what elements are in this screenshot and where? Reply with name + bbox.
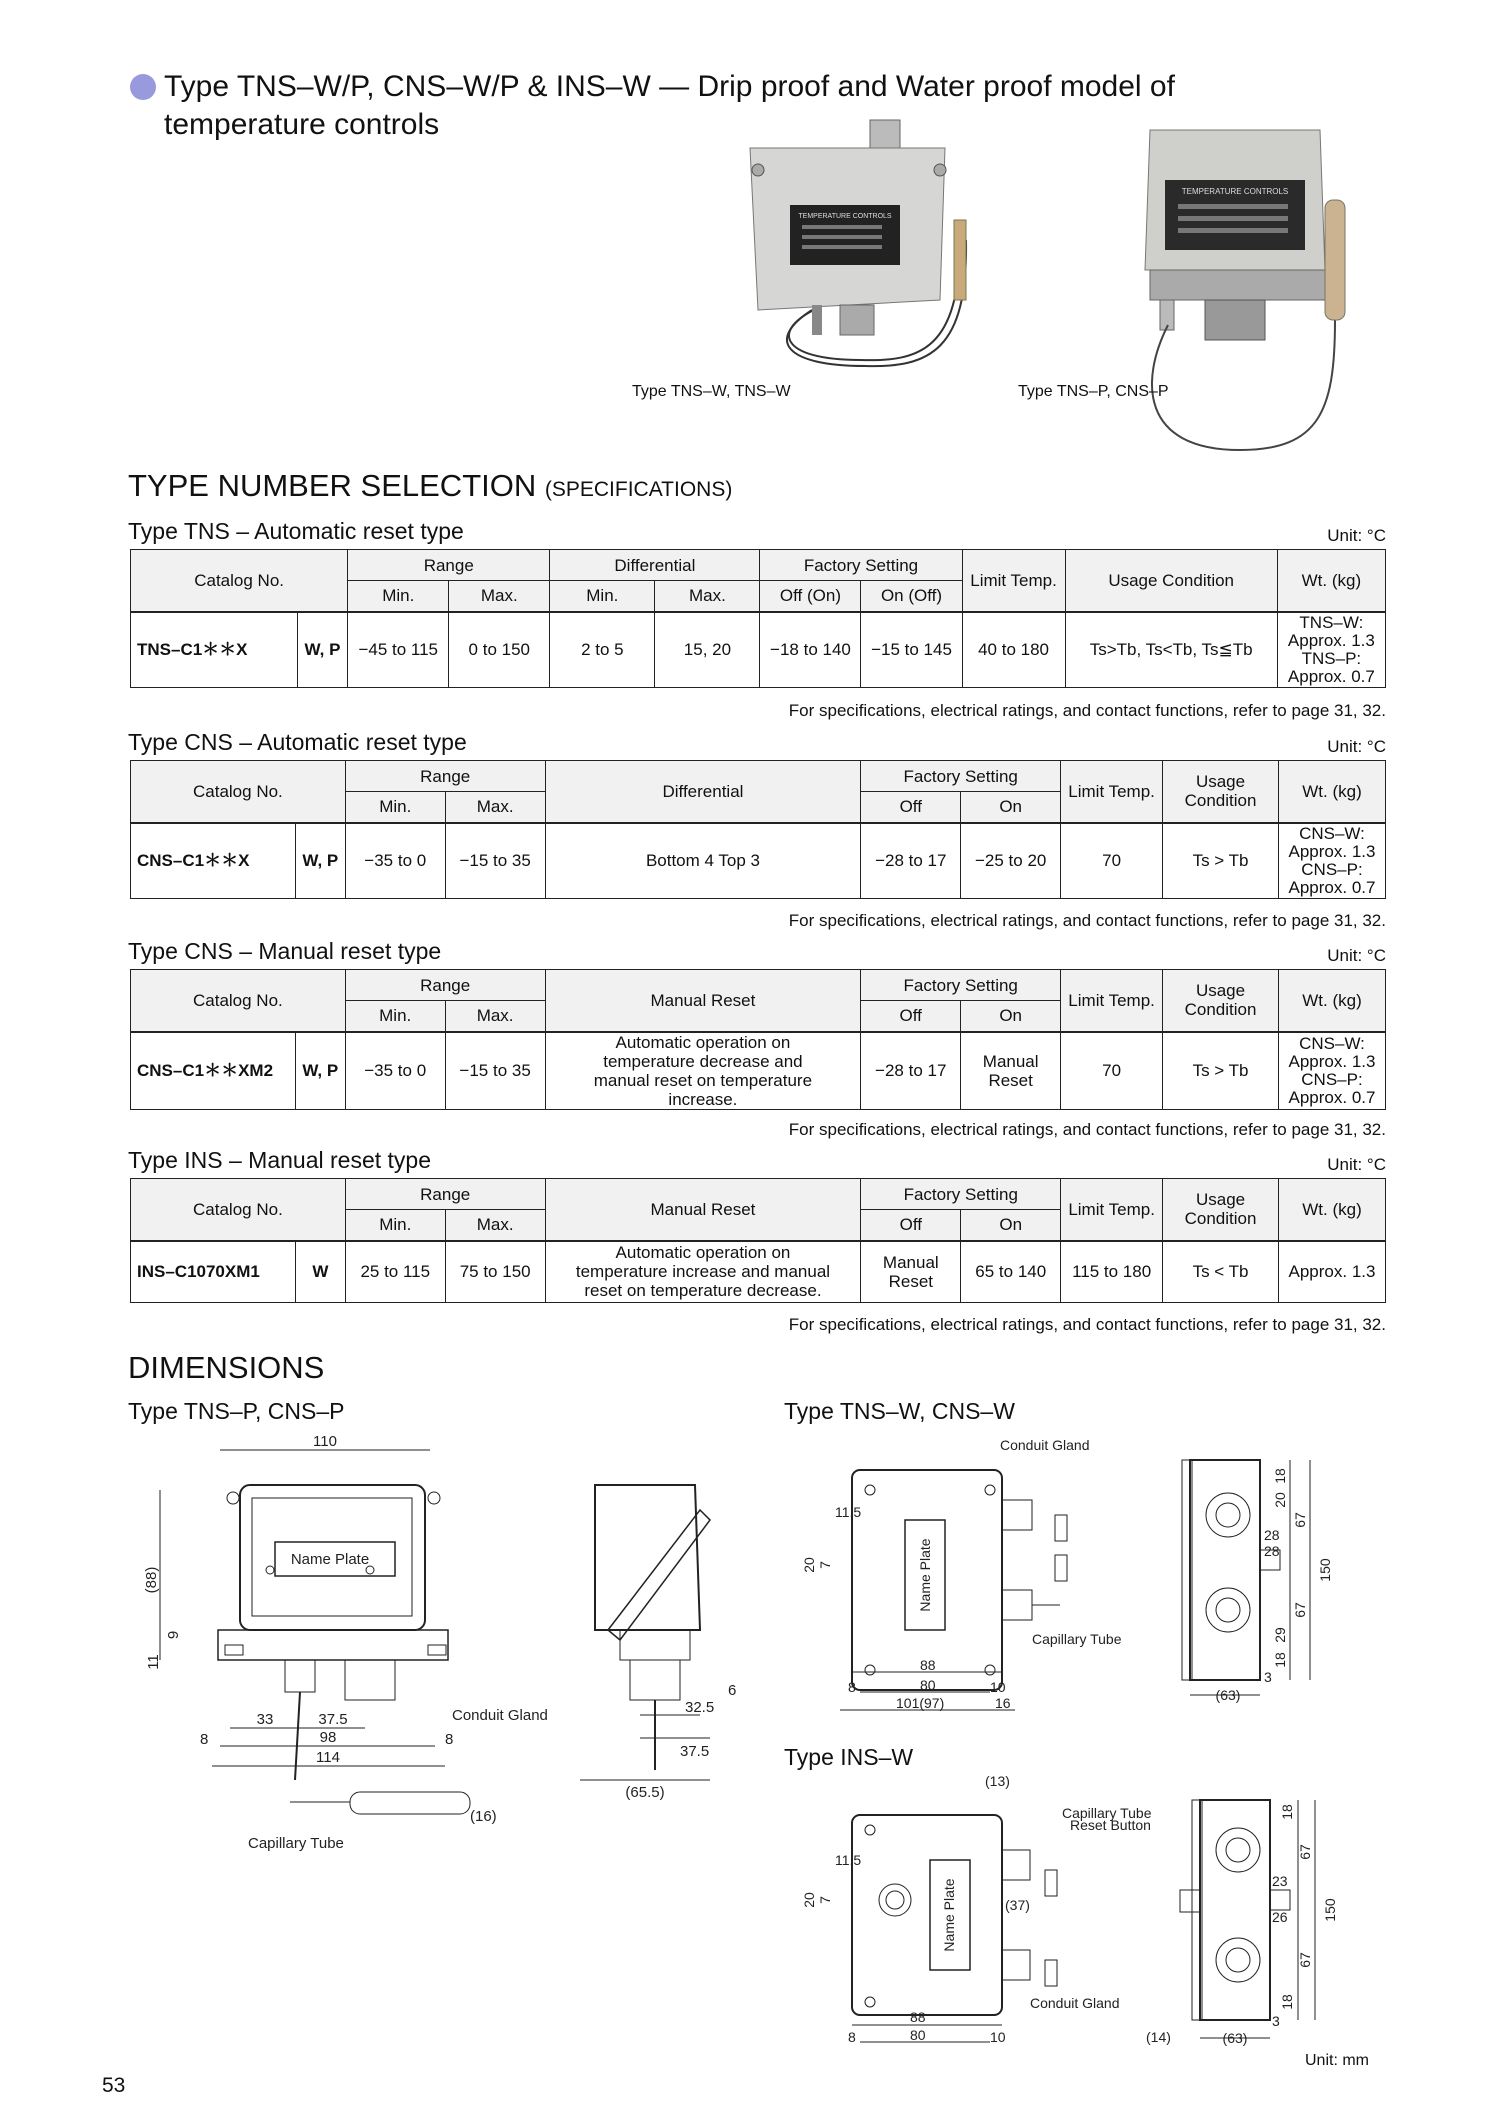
svg-text:67: 67: [1292, 1602, 1308, 1618]
svg-text:20: 20: [801, 1892, 817, 1908]
drawing-tnsp-side: [580, 1480, 750, 1800]
svg-text:(65.5): (65.5): [625, 1784, 665, 1801]
svg-text:8: 8: [445, 1731, 454, 1748]
drawing-tnsw-side: [1180, 1450, 1360, 1710]
svg-text:28: 28: [1264, 1543, 1280, 1559]
svg-text:37.5: 37.5: [680, 1743, 710, 1760]
th-factory-setting: Factory Setting: [760, 550, 962, 581]
svg-text:(13): (13): [985, 1773, 1010, 1789]
bullet-icon: [130, 74, 156, 100]
svg-text:TEMPERATURE CONTROLS: TEMPERATURE CONTROLS: [798, 213, 892, 220]
svg-text:7: 7: [817, 1896, 833, 1904]
svg-text:80: 80: [910, 2027, 926, 2043]
svg-text:37.5: 37.5: [318, 1711, 348, 1728]
svg-text:Name Plate: Name Plate: [941, 1878, 957, 1952]
svg-text:11.5: 11.5: [835, 1852, 862, 1868]
svg-text:Capillary Tube: Capillary Tube: [1062, 1805, 1152, 1821]
page-number: 53: [102, 2074, 126, 2097]
svg-text:29: 29: [1272, 1627, 1288, 1643]
dim-unit: Unit: mm: [1305, 2052, 1369, 2069]
svg-text:3: 3: [1264, 1669, 1272, 1685]
th-usage: Usage Condition: [1065, 550, 1277, 612]
svg-text:10: 10: [990, 1679, 1006, 1695]
svg-text:(88): (88): [143, 1566, 160, 1594]
svg-text:32.5: 32.5: [685, 1699, 715, 1716]
svg-text:Capillary Tube: Capillary Tube: [248, 1835, 344, 1852]
svg-text:Capillary Tube: Capillary Tube: [1032, 1631, 1122, 1647]
cns-auto-table: Catalog No. Range Differential Factory Setting Limit Temp. Usage Condition Wt. (kg) Min. Max. Off On CNS–C1＊＊X W, P −35 to 0 −15 to 35 Bottom 4 Top 3 −28 to 17 −25 to 20 70 Ts > Tb CNS–W: Approx. 1.3 CNS–P: Approx. 0.7: [130, 760, 1386, 899]
page-title: Type TNS–W/P, CNS–W/P & INS–W — Drip proof and Water proof model of temperature controls: [130, 68, 1230, 144]
th-range: Range: [348, 550, 550, 581]
svg-text:20: 20: [1272, 1492, 1288, 1508]
cns-manual-title: Type CNS – Manual reset type: [128, 938, 442, 964]
svg-text:6: 6: [728, 1682, 737, 1699]
svg-text:11.5: 11.5: [835, 1504, 862, 1520]
svg-text:67: 67: [1292, 1512, 1308, 1528]
svg-text:20: 20: [801, 1557, 817, 1573]
table-row: CNS–C1＊＊X W, P −35 to 0 −15 to 35 Bottom 4 Top 3 −28 to 17 −25 to 20 70 Ts > Tb CNS–W: Approx. 1.3 CNS–P: Approx. 0.7: [131, 823, 1386, 899]
svg-text:Reset Button: Reset Button: [1070, 1817, 1151, 1833]
svg-text:(37): (37): [1005, 1897, 1030, 1913]
svg-text:Name Plate: Name Plate: [290, 1551, 370, 1568]
svg-text:26: 26: [1272, 1909, 1288, 1925]
photo-tns-w: [730, 110, 980, 370]
dimensions-heading: DIMENSIONS: [128, 1350, 325, 1385]
dim-tnsw-title: Type TNS–W, CNS–W: [784, 1398, 1015, 1424]
svg-text:(63): (63): [1215, 1687, 1241, 1703]
th-max: Max.: [449, 581, 550, 612]
dim-tnsp-title: Type TNS–P, CNS–P: [128, 1398, 345, 1424]
svg-text:88: 88: [920, 1657, 936, 1673]
th-min: Min.: [348, 581, 449, 612]
th-limit-temp: Limit Temp.: [962, 550, 1065, 612]
th-catalog: Catalog No.: [131, 550, 348, 612]
dim-insw-title: Type INS–W: [784, 1744, 914, 1770]
tns-auto-note: For specifications, electrical ratings, and contact functions, refer to page 31, 32.: [788, 701, 1386, 720]
tns-auto-table: [130, 549, 1386, 688]
th-weight: Wt. (kg): [1277, 550, 1385, 612]
th-diff-max: Max.: [655, 581, 760, 612]
svg-text:(63): (63): [1222, 2030, 1248, 2046]
tns-auto-title: Type TNS – Automatic reset type: [128, 518, 464, 544]
drawing-tnsw-front: [790, 1430, 1160, 1730]
type-code: W, P: [297, 612, 348, 688]
svg-text:Name Plate: Name Plate: [917, 1538, 933, 1612]
ins-manual-table: Catalog No. Range Manual Reset Factory Setting Limit Temp. Usage Condition Wt. (kg) Min. Max. Off On INS–C1070XM1 W 25 to 115 75 to 150 Automatic operation on temperature increase and manual reset on temperature decrease. Manual Reset 65 to 140 115 to 180 Ts < Tb Approx. 1.3: [130, 1178, 1386, 1303]
th-differential: Differential: [550, 550, 760, 581]
cns-auto-note: For specifications, electrical ratings, and contact functions, refer to page 31, 32.: [788, 911, 1386, 930]
svg-text:11: 11: [145, 1654, 162, 1670]
drawing-insw-front: [790, 1770, 1160, 2050]
svg-text:80: 80: [920, 1677, 936, 1693]
cns-manual-unit: Unit: °C: [1327, 946, 1386, 965]
svg-text:3: 3: [1272, 2013, 1280, 2029]
photo-caption-right: Type TNS–P, CNS–P: [1018, 383, 1169, 400]
svg-text:8: 8: [848, 2029, 856, 2045]
svg-text:67: 67: [1297, 1952, 1313, 1968]
svg-text:18: 18: [1272, 1652, 1288, 1668]
cns-auto-title: Type CNS – Automatic reset type: [128, 729, 467, 755]
svg-text:8: 8: [848, 1679, 856, 1695]
svg-text:114: 114: [316, 1749, 340, 1766]
drawing-tnsp-front: [140, 1430, 580, 1860]
svg-text:88: 88: [910, 2009, 926, 2025]
svg-text:16: 16: [995, 1695, 1011, 1711]
cns-manual-table: Catalog No. Range Manual Reset Factory Setting Limit Temp. Usage Condition Wt. (kg) Min. Max. Off On CNS–C1＊＊XM2 W, P −35 to 0 −15 to 35 Automatic operation on temperature decrease and manual reset on temperature increase. −28 to 17 Manual Reset 70 Ts > Tb CNS–W: Approx. 1.3 CNS–P: Approx. 0.7: [130, 969, 1386, 1110]
photo-caption-left: Type TNS–W, TNS–W: [632, 383, 791, 400]
ins-manual-title: Type INS – Manual reset type: [128, 1147, 431, 1173]
svg-text:(16): (16): [470, 1808, 497, 1825]
svg-text:18: 18: [1272, 1468, 1288, 1484]
svg-text:TEMPERATURE CONTROLS: TEMPERATURE CONTROLS: [1181, 187, 1289, 196]
svg-text:33: 33: [256, 1711, 274, 1728]
svg-text:10: 10: [990, 2029, 1006, 2045]
th-diff-min: Min.: [550, 581, 655, 612]
ins-manual-unit: Unit: °C: [1327, 1155, 1386, 1174]
svg-text:7: 7: [817, 1561, 833, 1569]
svg-text:101(97): 101(97): [896, 1695, 945, 1711]
svg-text:150: 150: [1322, 1898, 1338, 1922]
table-row: CNS–C1＊＊XM2 W, P −35 to 0 −15 to 35 Automatic operation on temperature decrease and manual reset on temperature increase. −28 to 17 Manual Reset 70 Ts > Tb CNS–W: Approx. 1.3 CNS–P: Approx. 0.7: [131, 1032, 1386, 1110]
tns-auto-unit: Unit: °C: [1327, 526, 1386, 545]
svg-text:Conduit Gland: Conduit Gland: [452, 1707, 548, 1724]
svg-text:18: 18: [1279, 1804, 1295, 1820]
svg-text:(14): (14): [1146, 2029, 1171, 2045]
svg-text:23: 23: [1272, 1873, 1288, 1889]
svg-text:Conduit Gland: Conduit Gland: [1030, 1995, 1120, 2011]
svg-text:67: 67: [1297, 1844, 1313, 1860]
svg-text:8: 8: [200, 1731, 209, 1748]
table-row: INS–C1070XM1 W 25 to 115 75 to 150 Automatic operation on temperature increase and manual reset on temperature decrease. Manual Reset 65 to 140 115 to 180 Ts < Tb Approx. 1.3: [131, 1241, 1386, 1303]
svg-text:28: 28: [1264, 1527, 1280, 1543]
cns-manual-note: For specifications, electrical ratings, and contact functions, refer to page 31, 32.: [788, 1120, 1386, 1139]
th-off: Off (On): [760, 581, 861, 612]
svg-text:Conduit Gland: Conduit Gland: [1000, 1437, 1090, 1453]
svg-text:98: 98: [319, 1729, 337, 1746]
th-on: On (Off): [861, 581, 962, 612]
ins-manual-note: For specifications, electrical ratings, and contact functions, refer to page 31, 32.: [788, 1315, 1386, 1334]
selection-heading: TYPE NUMBER SELECTION (SPECIFICATIONS): [128, 468, 733, 503]
photo-tns-p: [1120, 120, 1370, 480]
catalog-no: TNS–C1＊＊X: [131, 612, 298, 688]
svg-text:18: 18: [1279, 1994, 1295, 2010]
svg-text:9: 9: [165, 1630, 182, 1640]
svg-text:110: 110: [313, 1433, 337, 1450]
cns-auto-unit: Unit: °C: [1327, 737, 1386, 756]
table-row: TNS–C1＊＊X W, P −45 to 115 0 to 150 2 to 5 15, 20 −18 to 140 −15 to 145 40 to 180 Ts>Tb, Ts<Tb, Ts≦Tb TNS–W: Approx. 1.3 TNS–P: Approx. 0.7: [131, 612, 1386, 688]
svg-text:150: 150: [1317, 1558, 1333, 1582]
